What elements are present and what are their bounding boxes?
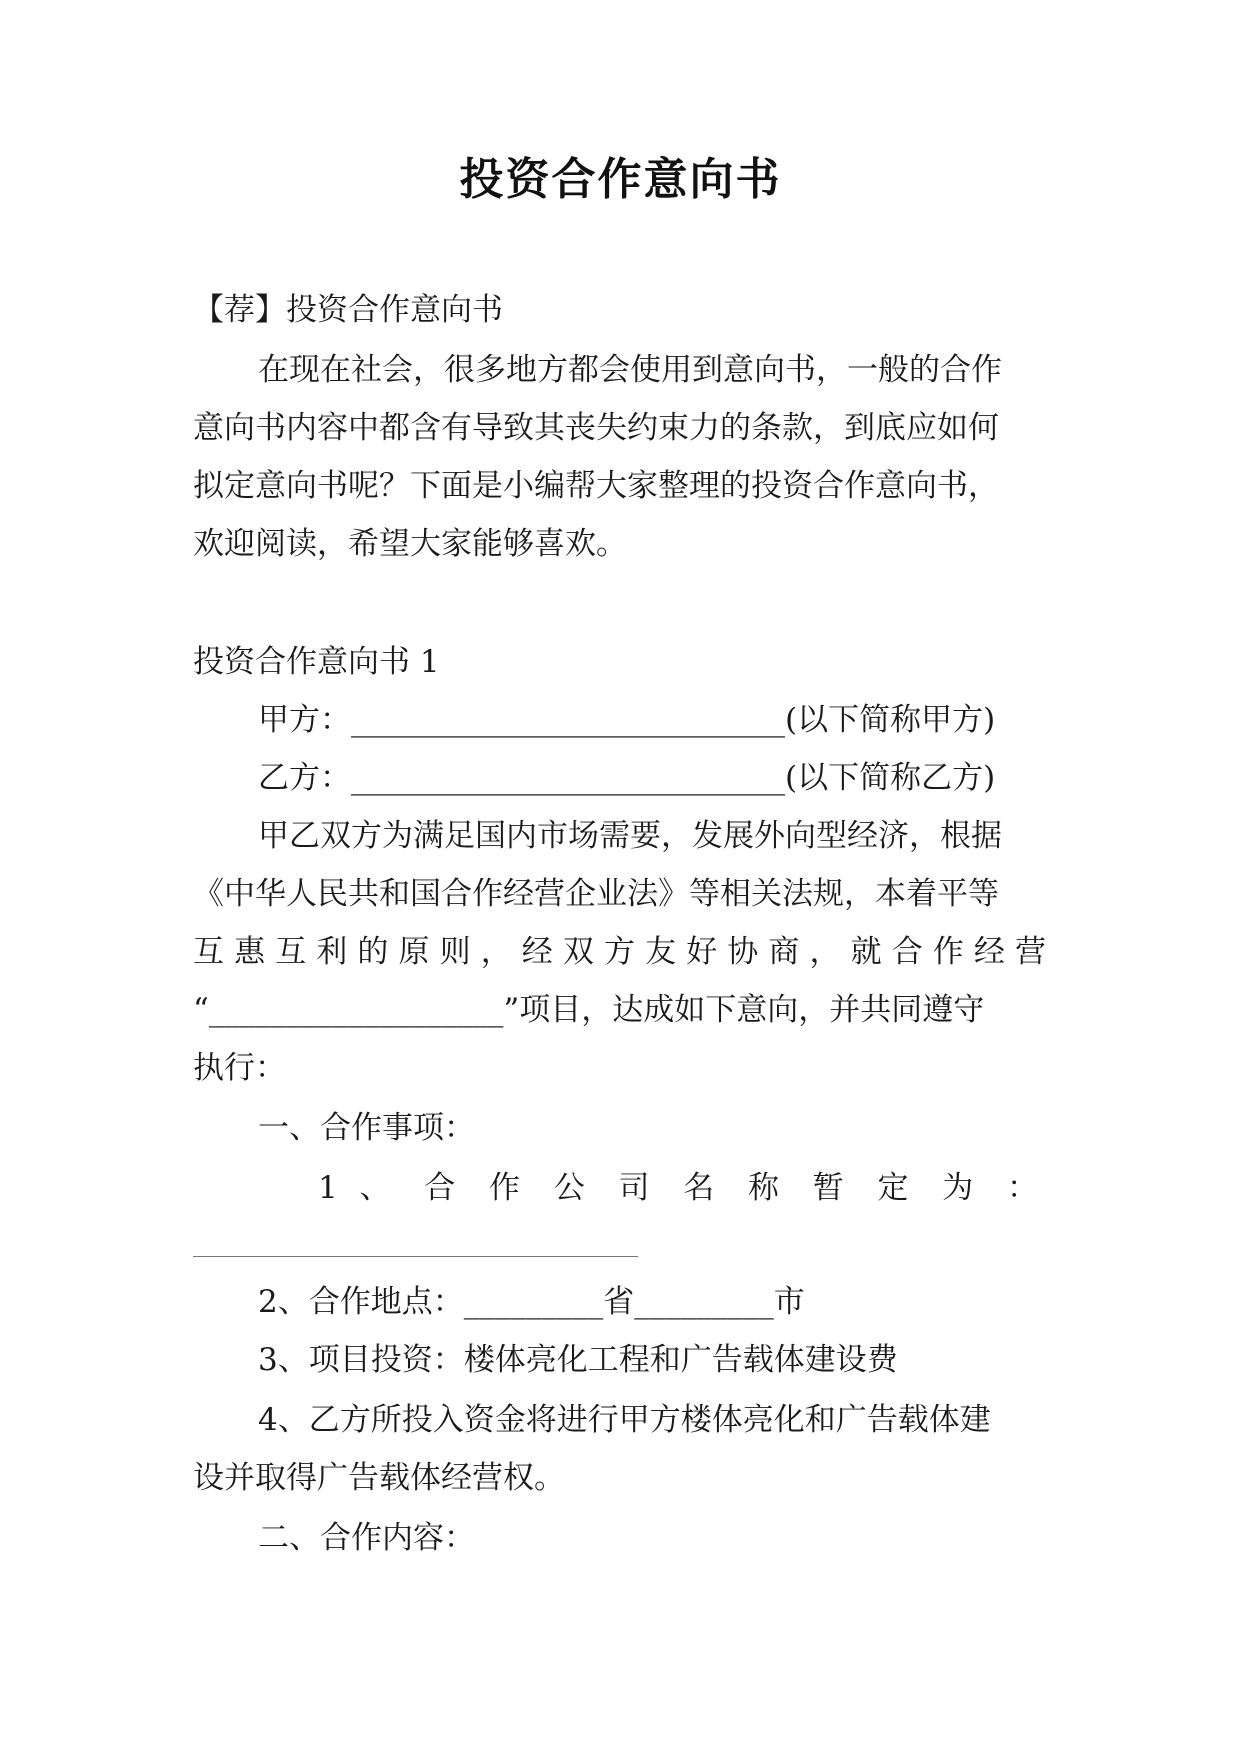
party-a-line: 甲方：____________________________(以下简称甲方): [258, 702, 996, 738]
document-title: 投资合作意向书: [459, 154, 782, 205]
agreement-paragraph-line: 执行：: [193, 1050, 286, 1086]
company-name-line: 1 、 合 作 公 司 名 称 暂 定 为 ：: [318, 1170, 1038, 1206]
intro-paragraph-line: 在现在社会，很多地方都会使用到意向书，一般的合作: [258, 352, 1002, 388]
funding-line: 4、乙方所投入资金将进行甲方楼体亮化和广告载体建: [258, 1402, 991, 1438]
intro-paragraph-line: 欢迎阅读，希望大家能够喜欢。: [193, 526, 627, 562]
location-line: 2、合作地点：_________省_________市: [258, 1284, 805, 1320]
agreement-paragraph-line: 互惠互利的原则，经双方友好协商，就合作经营: [193, 934, 1046, 970]
funding-line: 设并取得广告载体经营权。: [193, 1460, 565, 1496]
company-name-blank: [193, 1256, 638, 1257]
agreement-paragraph-line: 《中华人民共和国合作经营企业法》等相关法规，本着平等: [193, 876, 999, 912]
cooperation-heading: 一、合作事项：: [258, 1110, 475, 1146]
content-heading: 二、合作内容：: [258, 1520, 475, 1556]
intro-paragraph-line: 拟定意向书呢？下面是小编帮大家整理的投资合作意向书，: [193, 468, 999, 504]
party-b-line: 乙方：____________________________(以下简称乙方): [258, 760, 996, 796]
intro-paragraph-line: 意向书内容中都含有导致其丧失约束力的条款，到底应如何: [193, 410, 999, 446]
section-heading: 投资合作意向书 1: [193, 644, 440, 680]
investment-line: 3、项目投资：楼体亮化工程和广告载体建设费: [258, 1342, 898, 1378]
agreement-paragraph-line: 甲乙双方为满足国内市场需要，发展外向型经济，根据: [258, 818, 1002, 854]
recommend-heading: 【荐】投资合作意向书: [193, 292, 503, 328]
agreement-paragraph-line: “___________________”项目，达成如下意向，并共同遵守: [193, 992, 985, 1028]
